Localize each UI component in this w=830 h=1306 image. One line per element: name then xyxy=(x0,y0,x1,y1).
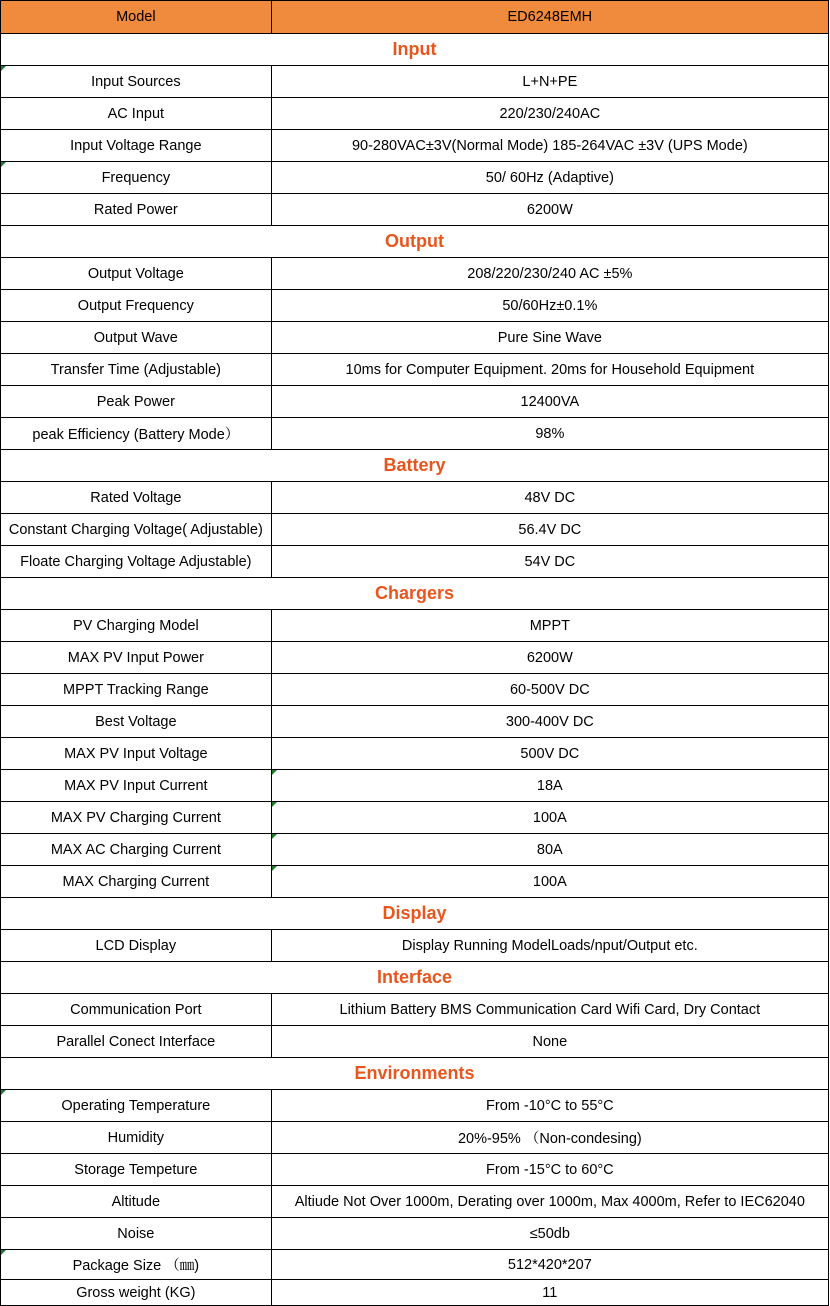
section-title: Battery xyxy=(1,450,829,481)
spec-label: MPPT Tracking Range xyxy=(1,674,272,705)
spec-value: 98% xyxy=(272,418,829,449)
spec-label: MAX PV Charging Current xyxy=(1,802,272,833)
spec-value: 20%-95% （Non-condesing) xyxy=(272,1122,829,1153)
spec-value: 12400VA xyxy=(272,386,829,417)
spec-label: Output Wave xyxy=(1,322,272,353)
spec-label: Input Voltage Range xyxy=(1,130,272,161)
spec-label: Noise xyxy=(1,1218,272,1249)
comment-marker-icon xyxy=(272,802,277,807)
spec-label: Gross weight (KG) xyxy=(1,1280,272,1305)
section-title: Chargers xyxy=(1,578,829,609)
section-title: Output xyxy=(1,226,829,257)
spec-value: 220/230/240AC xyxy=(272,98,829,129)
spec-label: Peak Power xyxy=(1,386,272,417)
spec-label: Operating Temperature xyxy=(1,1090,272,1121)
spec-row xyxy=(1,770,829,802)
spec-label: Rated Power xyxy=(1,194,272,225)
spec-value: 48V DC xyxy=(272,482,829,513)
spec-label: Output Voltage xyxy=(1,258,272,289)
section-title: Environments xyxy=(1,1058,829,1089)
spec-value: 50/60Hz±0.1% xyxy=(272,290,829,321)
spec-row xyxy=(1,322,829,354)
spec-label: MAX Charging Current xyxy=(1,866,272,897)
spec-value: 500V DC xyxy=(272,738,829,769)
spec-value: Display Running ModelLoads/nput/Output etc. xyxy=(272,930,829,961)
spec-value: MPPT xyxy=(272,610,829,641)
spec-value: 60-500V DC xyxy=(272,674,829,705)
spec-value: Altiude Not Over 1000m, Derating over 1000m, Max 4000m, Refer to IEC62040 xyxy=(272,1186,829,1217)
spec-value: Pure Sine Wave xyxy=(272,322,829,353)
spec-row xyxy=(1,1250,829,1280)
spec-value: From -15°C to 60°C xyxy=(272,1154,829,1185)
spec-row xyxy=(1,834,829,866)
spec-row xyxy=(1,418,829,450)
section-environments-title-row xyxy=(1,1058,829,1090)
spec-row xyxy=(1,1154,829,1186)
spec-label: Output Frequency xyxy=(1,290,272,321)
spec-label: Floate Charging Voltage Adjustable) xyxy=(1,546,272,577)
spec-row xyxy=(1,674,829,706)
comment-marker-icon xyxy=(1,162,6,167)
spec-label: MAX AC Charging Current xyxy=(1,834,272,865)
section-output-title-row xyxy=(1,226,829,258)
spec-row xyxy=(1,1186,829,1218)
spec-label: Constant Charging Voltage( Adjustable) xyxy=(1,514,272,545)
section-interface-title-row xyxy=(1,962,829,994)
spec-value: 100A xyxy=(272,866,829,897)
spec-label: Communication Port xyxy=(1,994,272,1025)
model-label: Model xyxy=(1,1,272,33)
section-battery-title-row xyxy=(1,450,829,482)
spec-row xyxy=(1,66,829,98)
spec-row xyxy=(1,866,829,898)
spec-value: Lithium Battery BMS Communication Card Wifi Card, Dry Contact xyxy=(272,994,829,1025)
comment-marker-icon xyxy=(272,770,277,775)
spec-row xyxy=(1,290,829,322)
spec-value: 208/220/230/240 AC ±5% xyxy=(272,258,829,289)
spec-value: 6200W xyxy=(272,194,829,225)
section-display-title-row xyxy=(1,898,829,930)
spec-row xyxy=(1,98,829,130)
spec-row xyxy=(1,258,829,290)
comment-marker-icon xyxy=(1,66,6,71)
comment-marker-icon xyxy=(272,834,277,839)
spec-label: MAX PV Input Voltage xyxy=(1,738,272,769)
spec-label: Rated Voltage xyxy=(1,482,272,513)
spec-label: Transfer Time (Adjustable) xyxy=(1,354,272,385)
spec-row xyxy=(1,162,829,194)
spec-value: 80A xyxy=(272,834,829,865)
spec-label: peak Efficiency (Battery Mode） xyxy=(1,418,272,449)
spec-value: 6200W xyxy=(272,642,829,673)
spec-value: 11 xyxy=(272,1280,829,1305)
spec-value: 100A xyxy=(272,802,829,833)
spec-value: 54V DC xyxy=(272,546,829,577)
spec-value: 56.4V DC xyxy=(272,514,829,545)
spec-value: None xyxy=(272,1026,829,1057)
spec-row xyxy=(1,514,829,546)
spec-label: MAX PV Input Power xyxy=(1,642,272,673)
section-title: Input xyxy=(1,34,829,65)
spec-label: Input Sources xyxy=(1,66,272,97)
spec-value: 18A xyxy=(272,770,829,801)
comment-marker-icon xyxy=(1,1090,6,1095)
spec-row xyxy=(1,706,829,738)
spec-label: Storage Tempeture xyxy=(1,1154,272,1185)
spec-row xyxy=(1,642,829,674)
header-row xyxy=(1,1,829,34)
spec-row xyxy=(1,354,829,386)
spec-row xyxy=(1,130,829,162)
spec-label: Frequency xyxy=(1,162,272,193)
spec-value: 512*420*207 xyxy=(272,1250,829,1279)
spec-value: ≤50db xyxy=(272,1218,829,1249)
spec-row xyxy=(1,482,829,514)
spec-value: L+N+PE xyxy=(272,66,829,97)
spec-label: Package Size （㎜) xyxy=(1,1250,272,1279)
spec-label: Parallel Conect Interface xyxy=(1,1026,272,1057)
spec-label: Best Voltage xyxy=(1,706,272,737)
spec-row xyxy=(1,386,829,418)
spec-row xyxy=(1,1026,829,1058)
spec-label: Altitude xyxy=(1,1186,272,1217)
spec-row xyxy=(1,1090,829,1122)
section-title: Interface xyxy=(1,962,829,993)
spec-row xyxy=(1,738,829,770)
model-value: ED6248EMH xyxy=(272,1,829,33)
spec-label: MAX PV Input Current xyxy=(1,770,272,801)
spec-value: 50/ 60Hz (Adaptive) xyxy=(272,162,829,193)
spec-value: 10ms for Computer Equipment. 20ms for Household Equipment xyxy=(272,354,829,385)
spec-label: LCD Display xyxy=(1,930,272,961)
spec-value: From -10°C to 55°C xyxy=(272,1090,829,1121)
spec-label: PV Charging Model xyxy=(1,610,272,641)
spec-row xyxy=(1,930,829,962)
section-input-title-row xyxy=(1,34,829,66)
comment-marker-icon xyxy=(272,866,277,871)
spec-row xyxy=(1,1122,829,1154)
section-chargers-title-row xyxy=(1,578,829,610)
section-title: Display xyxy=(1,898,829,929)
spec-value: 90-280VAC±3V(Normal Mode) 185-264VAC ±3V (UPS Mode) xyxy=(272,130,829,161)
comment-marker-icon xyxy=(1,1250,6,1255)
spec-row xyxy=(1,994,829,1026)
spec-label: Humidity xyxy=(1,1122,272,1153)
spec-row xyxy=(1,610,829,642)
spec-row xyxy=(1,1280,829,1306)
spec-row xyxy=(1,546,829,578)
spec-row xyxy=(1,1218,829,1250)
spec-label: AC Input xyxy=(1,98,272,129)
spec-value: 300-400V DC xyxy=(272,706,829,737)
spec-row xyxy=(1,802,829,834)
spec-row xyxy=(1,194,829,226)
